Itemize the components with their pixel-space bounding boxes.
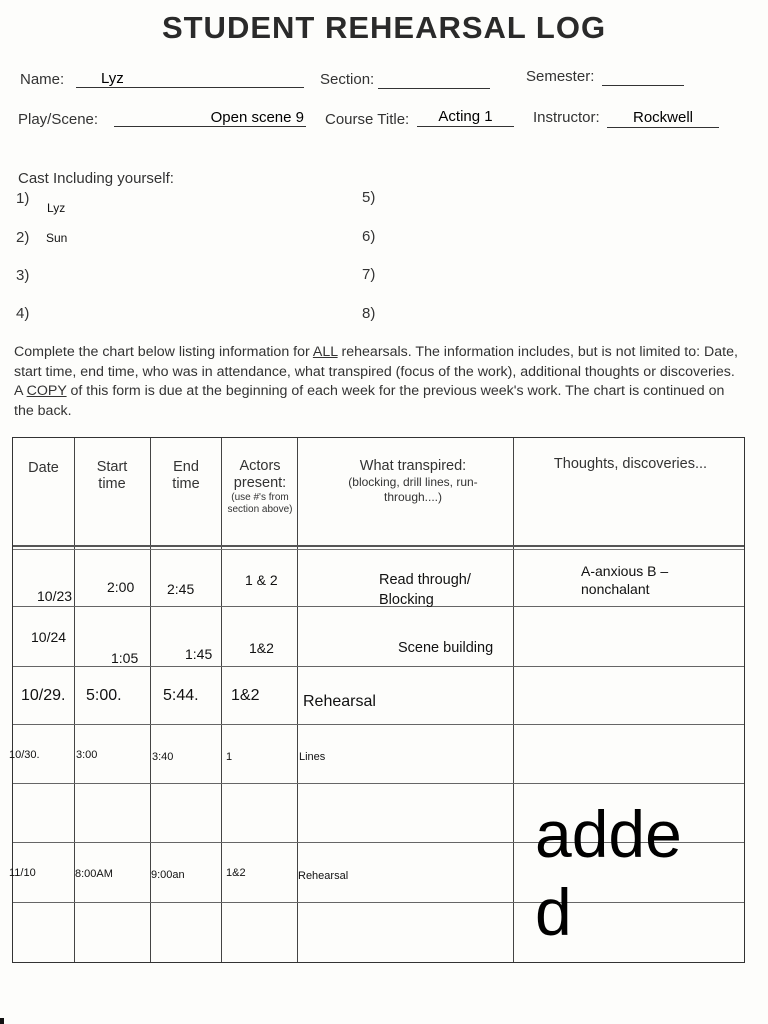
row2-date[interactable]: 10/24: [31, 629, 67, 645]
form-title: STUDENT REHEARSAL LOG: [161, 10, 607, 45]
header-actors-note: (use #'s from section above): [227, 492, 293, 515]
cast-num-4: 4): [16, 305, 30, 322]
col-divider: [513, 438, 514, 962]
instructions-paragraph: [14, 343, 744, 421]
col-divider: [221, 438, 222, 962]
cast-num-3: 3): [16, 267, 30, 284]
row4-what[interactable]: Lines: [299, 751, 326, 763]
row6-what[interactable]: Rehearsal: [298, 870, 349, 882]
row2-actors[interactable]: 1&2: [249, 640, 274, 656]
course-title-field[interactable]: Acting 1: [417, 108, 514, 127]
row1-what[interactable]: Read through/ Blocking: [379, 572, 471, 608]
row4-start[interactable]: 3:00: [76, 749, 98, 761]
section-field[interactable]: [378, 70, 490, 89]
row6-actors[interactable]: 1&2: [226, 867, 246, 879]
row1-end[interactable]: 2:45: [167, 581, 195, 597]
semester-field[interactable]: [602, 67, 684, 86]
cast-num-6: 6): [362, 228, 376, 245]
row3-start[interactable]: 5:00.: [86, 687, 122, 704]
row6-end[interactable]: 9:00an: [151, 869, 185, 881]
cast-name-2[interactable]: Sun: [46, 231, 68, 245]
cast-name-1[interactable]: Lyz: [47, 201, 66, 215]
row3-end[interactable]: 5:44.: [163, 687, 199, 704]
row4-actors[interactable]: 1: [226, 751, 233, 763]
row-divider: [13, 783, 744, 784]
row2-start[interactable]: 1:05: [111, 650, 139, 666]
header-actors-label: Actors present:: [233, 458, 287, 491]
header-thoughts: Thoughts, discoveries...: [553, 456, 708, 472]
header-end: End time: [172, 459, 200, 492]
play-scene-label: Play/Scene:: [18, 111, 99, 128]
row4-date[interactable]: 10/30.: [9, 749, 40, 761]
cast-num-1: 1): [16, 190, 30, 207]
instructions-part-2: rehearsals. The information includes, but is not limited to: Date, start time, end time, who was in attendance, what transpired (focus of the work), additional thoughts or discoveries. A: [14, 344, 738, 399]
header-what-note: (blocking, drill lines, run-through....): [348, 475, 478, 504]
name-label: Name:: [20, 71, 65, 88]
row3-what[interactable]: Rehearsal: [303, 693, 376, 710]
header-actors: [225, 458, 295, 516]
row3-date[interactable]: 10/29.: [21, 687, 66, 704]
instructions-part-3: of this form is due at the beginning of each week for the previous week's work. The chart is continued on the back.: [14, 383, 725, 419]
row1-thoughts[interactable]: A-anxious B – nonchalant: [581, 563, 669, 597]
cast-num-5: 5): [362, 189, 376, 206]
header-what-label: What transpired:: [359, 458, 467, 474]
cast-num-8: 8): [362, 305, 376, 322]
cast-heading: Cast Including yourself:: [18, 170, 174, 187]
row1-actors[interactable]: 1 & 2: [245, 572, 278, 588]
row2-end[interactable]: 1:45: [185, 646, 213, 662]
row4-end[interactable]: 3:40: [152, 751, 174, 763]
row6-date[interactable]: 11/10: [9, 867, 36, 879]
row1-start[interactable]: 2:00: [107, 579, 135, 595]
scan-mark: [0, 1018, 4, 1024]
course-title-label: Course Title:: [325, 111, 410, 128]
header-rule: [13, 545, 744, 547]
col-divider: [150, 438, 151, 962]
header-date: Date: [28, 460, 59, 476]
row1-date[interactable]: 10/23: [37, 588, 73, 604]
added-annotation: adde d: [535, 797, 682, 949]
cast-num-2: 2): [16, 229, 30, 246]
row6-start[interactable]: 8:00AM: [75, 868, 113, 880]
instructions-all: ALL: [312, 344, 338, 360]
row2-what[interactable]: Scene building: [398, 640, 494, 656]
section-label: Section:: [320, 71, 375, 88]
play-scene-field[interactable]: Open scene 9: [114, 109, 306, 127]
semester-label: Semester:: [526, 68, 595, 85]
col-divider: [74, 438, 75, 962]
instructor-label: Instructor:: [533, 109, 600, 126]
instructions-part-1: Complete the chart below listing information for: [14, 344, 313, 360]
header-rule: [13, 549, 744, 550]
row-divider: [13, 666, 744, 667]
row-divider: [13, 724, 744, 725]
instructor-field[interactable]: Rockwell: [607, 109, 719, 128]
header-start: Start time: [96, 459, 128, 492]
instructions-copy: COPY: [26, 383, 67, 399]
cast-num-7: 7): [362, 266, 376, 283]
name-field[interactable]: Lyz: [76, 70, 304, 88]
row3-actors[interactable]: 1&2: [231, 687, 260, 704]
header-what: [323, 458, 503, 505]
col-divider: [297, 438, 298, 962]
